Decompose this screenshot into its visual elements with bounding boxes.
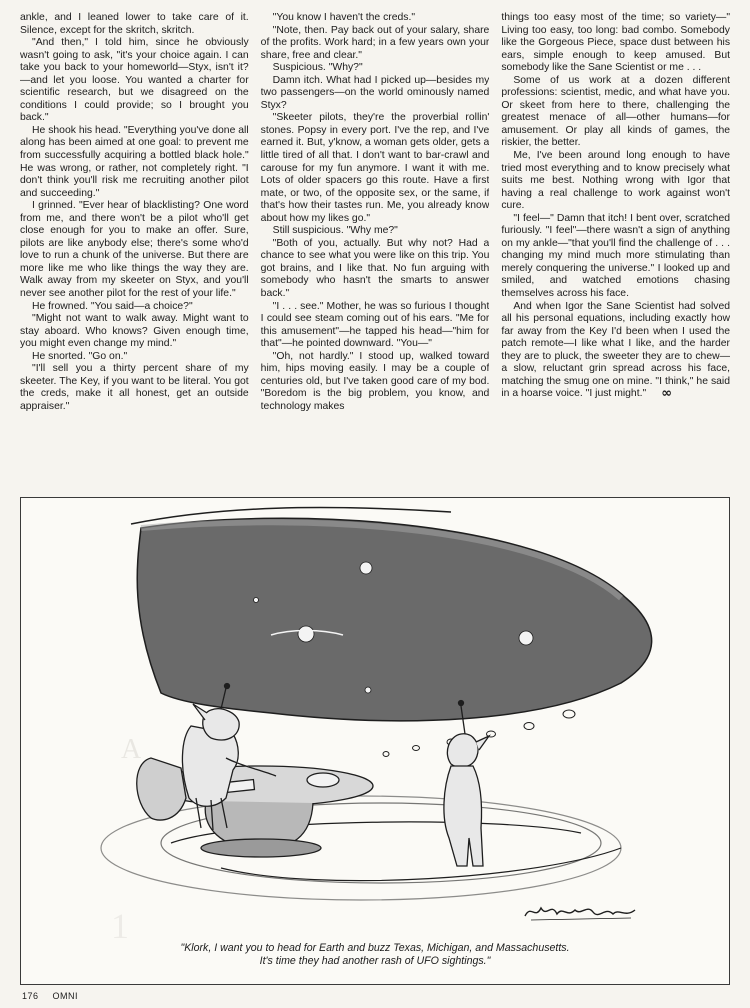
paragraph [501,301,730,401]
paragraph: He shook his head. "Everything you've done all along has been aimed at one goal: to prevent me from successfully acquiring a bottled black hole." He was wrong, or rather, not completely right. "I don't think you'll risk me recruiting another pilot and succeeding." [20,124,249,199]
page-number: 176 [22,991,39,1001]
cartoon-caption [61,942,689,968]
end-of-story-mark: ∞ [661,386,673,402]
paragraph: things too easy most of the time; so variety—" Living too easy, too long: bad combo. Somebody like the Gorgeous Piece, space dust between his ears, simple enough to keep amused. But somebody like the Sane Scientist or me . . . [501,12,730,74]
paragraph: "Both of you, actually. But why not? Had a chance to see what you were like on this trip. You got brains, and I like that. No fun arguing with somebody who hasn't the smarts to answer back." [260,237,490,300]
paragraph: Still suspicious. "Why me?" [272,225,398,237]
cartoon-panel [20,497,730,985]
paragraph: Some of us work at a dozen different professions: scientist, medic, and what have you. Or skeet from here to there, challenging the greatest menace of all—other humans—for amusement. Or play all kinds of games, the riskier, the better. [501,74,730,149]
paragraph: Me, I've been around long enough to have tried most everything and to know precisely what suits me best. Nothing wrong with Igor that having a real challenge to work against won't cure. [501,150,730,212]
svg-text:A: A [121,734,142,765]
paragraph: "You know I haven't the creds." [272,12,416,23]
caption-line: "Klork, I want you to head for Earth and buzz Texas, Michigan, and Massachusetts. [180,942,570,954]
artist-signature [521,896,641,926]
paragraph: "Might not want to walk away. Might want to stay aboard. Who knows? Given enough time, you might even change my mind." [20,313,249,350]
text-column-right [501,12,730,488]
magazine-name: OMNI [52,991,79,1001]
paragraph: "Oh, not hardly." I stood up, walked toward him, hips moving easily. I may be a couple of centuries old, but I've taken good care of my bod. "Boredom is the big problem, you know, and technology makes [260,350,490,412]
paragraph-text: And when Igor the Sane Scientist had solved all his personal equations, including exactly how far away from the Key I'd been when I used the patch remote—I like what I like, and the harder they are to pluck, the sweeter they are to chew—a slow, reluctant grin spread across his face, matching the smug one on mine. "I think," he said in a hoarse voice. "I just might." [501,300,730,400]
paragraph: I grinned. "Ever hear of blacklisting? One word from me, and there won't be a pilot who'll get close enough for you to make an offer. Sure, pilots are like anybody else; there's some who'd love to run a chunk of the universe. But there are more like me who like things the way they are. Walk away from my skeeter on Styx, and you'll never see another pilot for the rest of your life." [20,200,249,300]
spaceship-thought-cloud [137,518,651,721]
standing-alien [444,701,489,867]
paragraph: Suspicious. "Why?" [272,62,363,74]
paragraph: He frowned. "You said—a choice?" [32,300,193,312]
paragraph: "Skeeter pilots, they're the proverbial rollin' stones. Popsy in every port. I've the rep, and I've earned it. But, y'know, a woman gets older, gets a little tired of all that. I don't want to bar-crawl and carouse for my fun anymore. I want it with me. Lots of older spacers go this route. Have a first mate, or two, of the opposite sex, or the same, if that's how their tastes run. Me, you already know about how my likes go." [260,112,490,224]
page-footer [22,991,78,1001]
paragraph: ankle, and I leaned lower to take care of it. Silence, except for the skritch, skritch. [20,12,249,36]
paragraph: "Note, then. Pay back out of your salary, share of the profits. Work hard; in a few years own your share, free and clear." [260,24,490,61]
paragraph: "I'll sell you a thirty percent share of my skeeter. The Key, if you want to be literal. You got the creds, make it all honest, get an outside appraiser." [20,363,249,412]
article-text [20,12,730,488]
paragraph: Damn itch. What had I picked up—besides my two passengers—on the world ominously named Styx? [260,74,490,111]
svg-text:1: 1 [111,906,129,946]
paragraph: He snorted. "Go on." [32,350,128,362]
chair [137,758,186,820]
caption-line: It's time they had another rash of UFO sightings." [259,955,491,967]
text-column-middle [261,12,490,488]
paragraph: "And then," I told him, since he obviously wasn't going to ask, "it's your choice again. I can take you back to your homeworld—Styx, isn't it?—and let you loose. You wanted a charter for scientific research, but we disagreed on the conditions I could provide; so I brought you back." [20,37,249,124]
text-column-left [20,12,249,488]
paragraph: "I feel—" Damn that itch! I bent over, scratched furiously. "I feel"—there wasn't a sign of anything on my ankle—"that you'll find the challenge of . . . changing my mind much more stimulating than merely conquering the universe." I looked up and smiled, and watched emotions chasing themselves across his face. [501,212,730,300]
paragraph: "I . . . see." Mother, he was so furious I thought I could see steam coming out of his ears. "Me for this amusement"—he tapped his head—"him for that"—he pointed downward. "You—" [260,300,490,350]
